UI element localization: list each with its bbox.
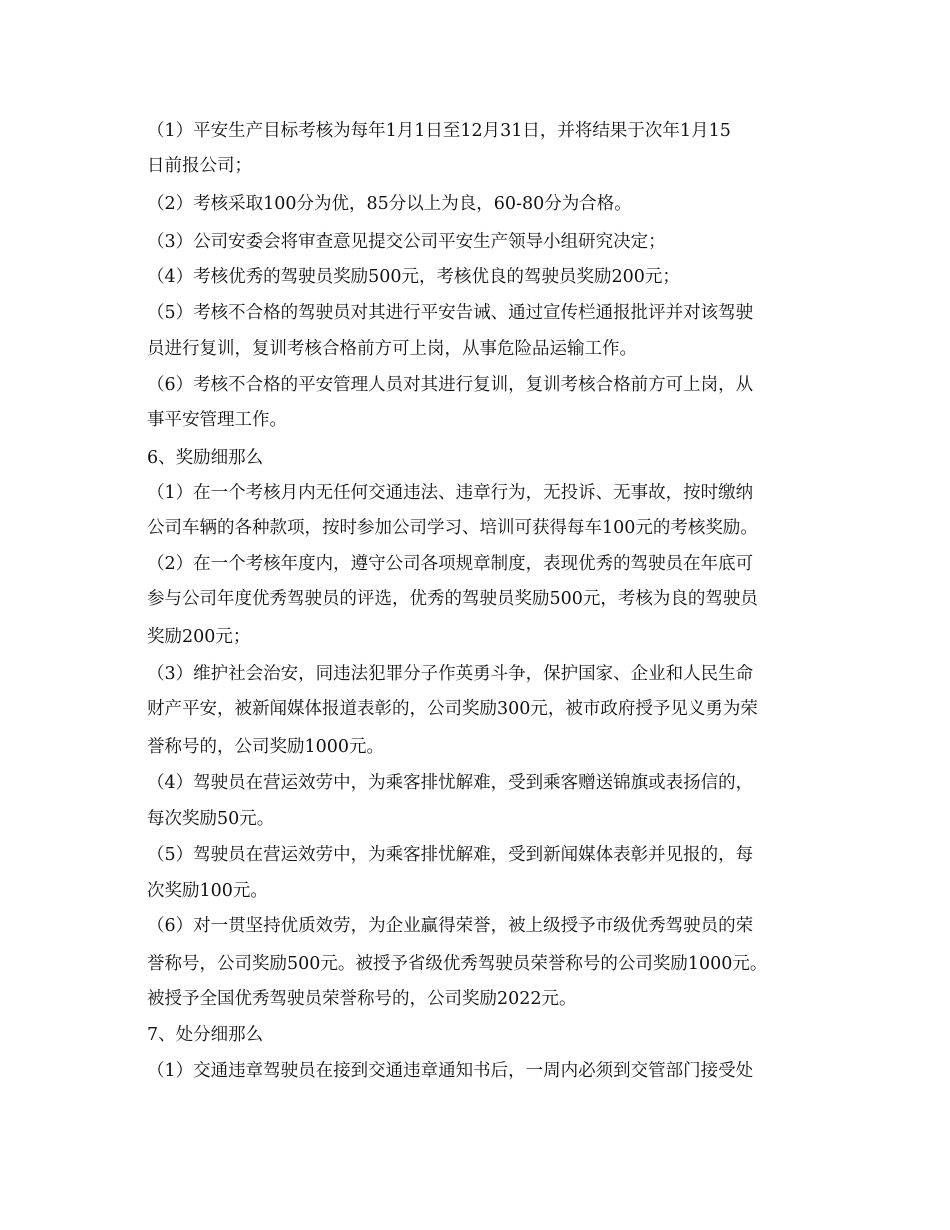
text-line: 被授予全国优秀驾驶员荣誉称号的，公司奖励2022元。	[147, 989, 577, 1009]
text-line: 事平安管理工作。	[147, 410, 287, 430]
text-line: 奖励200元；	[147, 627, 251, 647]
text-line: 次奖励100元。	[147, 881, 268, 901]
text-line: （1）交通违章驾驶员在接到交通违章通知书后，一周内必须到交管部门接受处	[147, 1061, 754, 1081]
section-heading: 6、奖励细那么	[147, 448, 264, 468]
text-line: 财产平安，被新闻媒体报道表彰的，公司奖励300元，被市政府授予见义勇为荣	[147, 699, 758, 719]
text-line: （5）考核不合格的驾驶员对其进行平安告诫、通过宣传栏通报批评并对该驾驶	[147, 303, 754, 323]
text-line: （1）在一个考核月内无任何交通违法、违章行为，无投诉、无事故，按时缴纳	[147, 483, 754, 503]
text-line: （2）在一个考核年度内，遵守公司各项规章制度，表现优秀的驾驶员在年底可	[147, 554, 754, 574]
text-line: （6）对一贯坚持优质效劳，为企业赢得荣誉，被上级授予市级优秀驾驶员的荣	[147, 916, 754, 936]
text-line: 日前报公司；	[147, 156, 252, 176]
text-line: 誉称号的，公司奖励1000元。	[147, 737, 385, 757]
text-line: 员进行复训，复训考核合格前方可上岗，从事危险品运输工作。	[147, 339, 637, 359]
text-line: （6）考核不合格的平安管理人员对其进行复训，复训考核合格前方可上岗，从	[147, 375, 754, 395]
text-line: （5）驾驶员在营运效劳中，为乘客排忧解难，受到新闻媒体表彰并见报的，每	[147, 845, 754, 865]
text-line: （3）维护社会治安，同违法犯罪分子作英勇斗争，保护国家、企业和人民生命	[147, 664, 754, 684]
section-heading: 7、处分细那么	[147, 1025, 264, 1045]
text-line: 公司车辆的各种款项，按时参加公司学习、培训可获得每车100元的考核奖励。	[147, 518, 758, 538]
text-line: 每次奖励50元。	[147, 809, 275, 829]
text-line: （4）驾驶员在营运效劳中，为乘客排忧解难，受到乘客赠送锦旗或表扬信的，	[147, 773, 754, 793]
text-line: （3）公司安委会将审查意见提交公司平安生产领导小组研究决定；	[147, 232, 666, 252]
text-line: （1）平安生产目标考核为每年1月1日至12月31日，并将结果于次年1月15	[147, 121, 731, 141]
text-line: 誉称号，公司奖励500元。被授予省级优秀驾驶员荣誉称号的公司奖励1000元。	[147, 954, 768, 974]
text-line: （4）考核优秀的驾驶员奖励500元，考核优良的驾驶员奖励200元；	[147, 267, 680, 287]
text-line: （2）考核采取100分为优，85分以上为良，60-80分为合格。	[147, 194, 632, 214]
text-line: 参与公司年度优秀驾驶员的评选，优秀的驾驶员奖励500元，考核为良的驾驶员	[147, 589, 758, 609]
